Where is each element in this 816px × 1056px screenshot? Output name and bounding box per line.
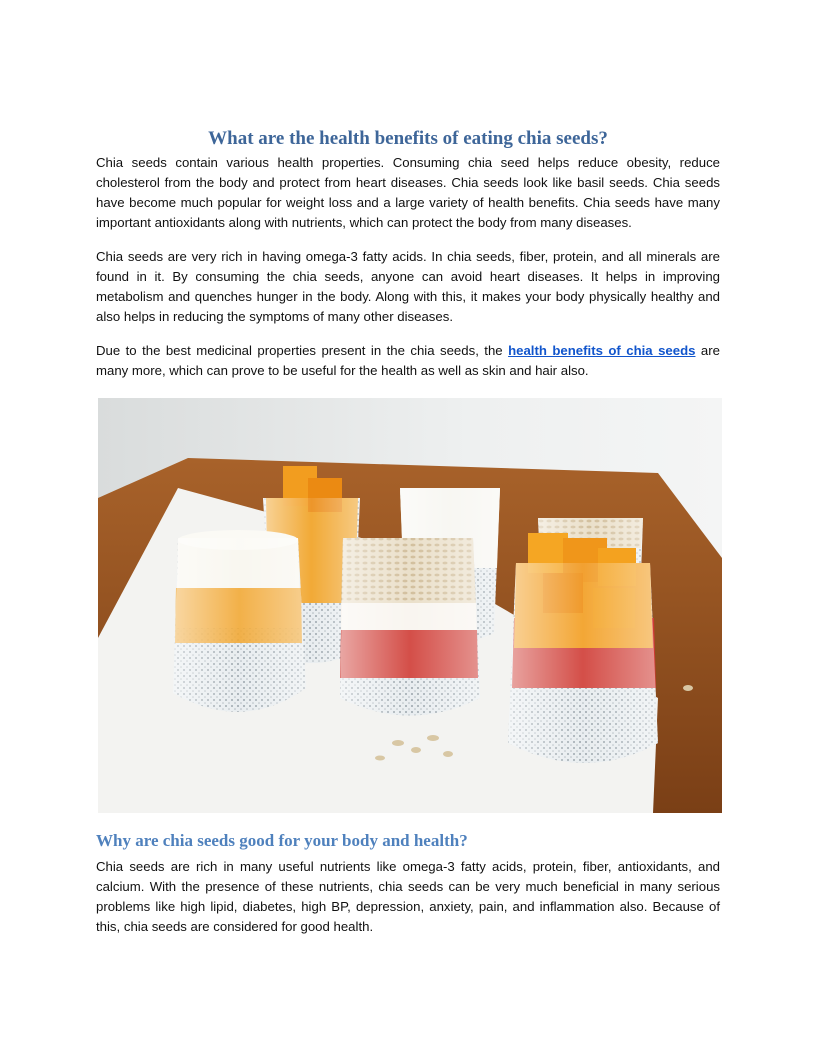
glass-front-middle: [340, 538, 480, 716]
paragraph-text-before-link: Due to the best medicinal properties present in the chia seeds, the: [96, 343, 509, 358]
paragraph-medicinal: [96, 341, 720, 381]
glass-front-right: [508, 533, 658, 763]
health-benefits-link[interactable]: health benefits of chia seeds: [508, 343, 696, 358]
section-heading: Why are chia seeds good for your body and health?: [96, 831, 468, 850]
chia-pudding-photo: [98, 398, 722, 813]
page-title: What are the health benefits of eating chia seeds?: [208, 128, 608, 149]
glass-front-left: [173, 530, 306, 712]
paragraph-intro: Chia seeds contain various health properties. Consuming chia seed helps reduce obesity, reduce cholesterol from the body and protect from heart diseases. Chia seeds look like basil seeds. Chia seeds have become much popular for weight loss and a large variety of health benefits. Chia seeds have many important antioxidants along with nutrients, which can protect the body from many diseases.: [96, 155, 720, 230]
paragraph-omega3: Chia seeds are very rich in having omega-3 fatty acids. In chia seeds, fiber, protein, and all minerals are found in it. By consuming the chia seeds, anyone can avoid heart diseases. It helps in improving metabolism and quenches hunger in the body. Along with this, it makes your body physically healthy and also helps in reducing the symptoms of many other diseases.: [96, 249, 720, 324]
paragraph-nutrients: Chia seeds are rich in many useful nutrients like omega-3 fatty acids, protein, fiber, antioxidants, and calcium. With the presence of these nutrients, chia seeds can be very much beneficial in many serious problems like high lipid, diabetes, high BP, depression, anxiety, pain, and inflammation also. Because of this, chia seeds are considered for good health.: [96, 859, 720, 934]
paragraph-text-after-link: are many more, which can prove to be useful for the health as well as skin and hair also.: [96, 343, 720, 378]
